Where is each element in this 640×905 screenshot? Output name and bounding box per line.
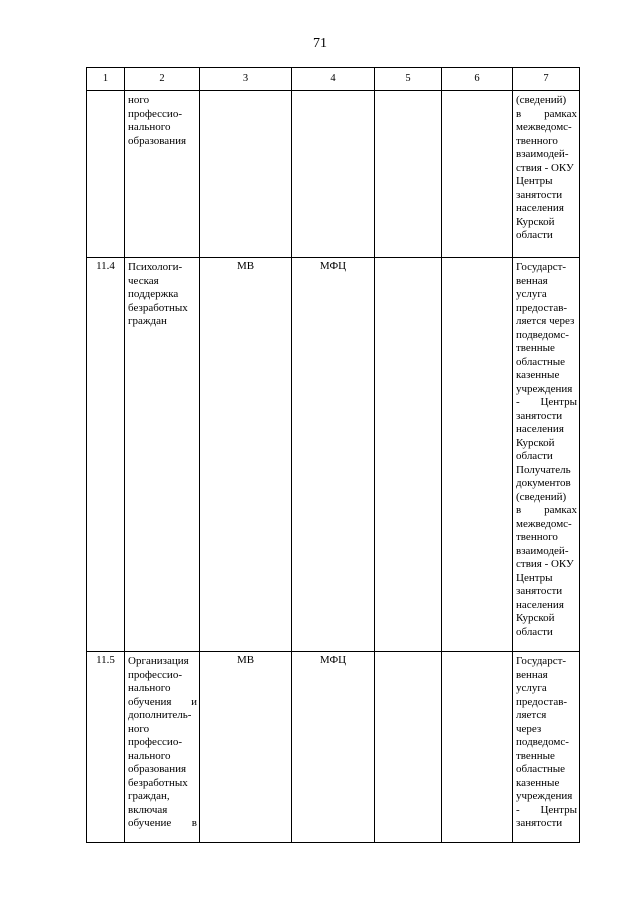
cell-line: ческая	[128, 274, 159, 287]
cell-line: Курской	[516, 215, 555, 228]
header-cell: 4	[292, 68, 375, 91]
column-6-cell	[442, 652, 513, 843]
cell-line: поддержка	[128, 288, 179, 300]
cell-line: (сведений)	[516, 94, 567, 106]
services-table	[86, 67, 580, 843]
cell-line: Государст-	[516, 261, 567, 273]
column-4-cell	[292, 91, 375, 258]
cell-line: нального	[128, 749, 171, 762]
cell-line: области	[516, 450, 553, 462]
cell-line: Психологи-	[128, 261, 183, 273]
cell-line: твенные	[516, 749, 555, 762]
cell-line: подведомс-	[516, 328, 569, 341]
cell-line: профессио-	[128, 668, 182, 681]
header-cell: 3	[200, 68, 292, 91]
cell-line: Курской	[516, 436, 555, 449]
cell-line: профессио-	[128, 736, 182, 748]
cell-line: областные	[516, 763, 566, 775]
cell-line: ствия - ОКУ	[516, 161, 574, 174]
cell-line: области	[516, 229, 553, 241]
cell-line: обучение в	[128, 817, 197, 829]
note-cell	[513, 91, 580, 258]
cell-line: твенного	[516, 134, 558, 147]
cell-line: венная	[516, 274, 548, 287]
cell-line: занятости	[516, 188, 563, 201]
note-cell	[513, 258, 580, 652]
cell-line: ляется через	[516, 315, 575, 327]
cell-line: занятости	[516, 409, 563, 422]
cell-line: (сведений)	[516, 490, 567, 503]
cell-line: твенные	[516, 342, 555, 354]
cell-line: взаимодей-	[516, 544, 569, 557]
service-name-cell	[125, 652, 200, 843]
cell-line: предостав-	[516, 695, 568, 708]
row-number: 11.4	[87, 258, 125, 652]
cell-line: взаимодей-	[516, 148, 569, 160]
cell-line: Центры	[516, 571, 553, 584]
column-3-cell	[200, 91, 292, 258]
cell-line: дополнитель-	[128, 709, 192, 721]
cell-line: областные	[516, 355, 566, 368]
cell-line: предостав-	[516, 301, 568, 314]
column-4-cell: МФЦ	[292, 652, 375, 843]
cell-line: в рамках	[516, 504, 577, 516]
cell-line: Получатель	[516, 463, 571, 476]
cell-line: нального	[128, 682, 171, 694]
cell-line: услуга	[516, 682, 547, 694]
cell-line: населения	[516, 423, 564, 435]
cell-line: в рамках	[516, 107, 577, 120]
header-cell: 5	[375, 68, 442, 91]
cell-line: - Центры	[516, 396, 577, 408]
cell-line: занятости	[516, 817, 563, 829]
cell-line: венная	[516, 668, 548, 681]
cell-line: казенные	[516, 369, 560, 381]
cell-line: профессио-	[128, 107, 182, 120]
cell-line: ствия - ОКУ	[516, 558, 574, 570]
cell-line: межведомс-	[516, 517, 572, 530]
cell-line: включая	[128, 803, 168, 816]
cell-line: учреждения	[516, 382, 573, 395]
cell-line: граждан	[128, 315, 167, 327]
column-4-cell: МФЦ	[292, 258, 375, 652]
column-3-cell: МВ	[200, 258, 292, 652]
cell-line: безработных	[128, 776, 188, 789]
column-3-cell: МВ	[200, 652, 292, 843]
cell-line: Центры	[516, 175, 553, 187]
page-number: 71	[313, 36, 327, 51]
table-row	[87, 258, 580, 652]
cell-line: документов	[516, 477, 571, 489]
cell-line: подведомс-	[516, 736, 569, 748]
service-name-cell	[125, 91, 200, 258]
cell-line: через	[516, 722, 542, 735]
row-number: 11.5	[87, 652, 125, 843]
cell-line: образования	[128, 134, 187, 147]
cell-line: граждан,	[128, 790, 170, 802]
cell-line: услуга	[516, 288, 547, 300]
cell-line: обучения и	[128, 695, 197, 708]
cell-line: образования	[128, 763, 187, 775]
column-6-cell	[442, 258, 513, 652]
header-cell: 7	[513, 68, 580, 91]
cell-line: Государст-	[516, 655, 567, 667]
column-5-cell	[375, 258, 442, 652]
cell-line: нального	[128, 121, 171, 133]
table-row	[87, 91, 580, 258]
note-cell	[513, 652, 580, 843]
cell-line: твенного	[516, 531, 558, 543]
column-5-cell	[375, 652, 442, 843]
cell-line: казенные	[516, 776, 560, 789]
cell-line: занятости	[516, 585, 563, 597]
cell-line: Курской	[516, 612, 555, 624]
column-5-cell	[375, 91, 442, 258]
cell-line: ного	[128, 94, 150, 106]
service-name-cell	[125, 258, 200, 652]
row-number	[87, 91, 125, 258]
cell-line: ляется	[516, 709, 547, 721]
cell-line: области	[516, 625, 553, 638]
header-cell: 1	[87, 68, 125, 91]
cell-line: Организация	[128, 655, 189, 667]
cell-line: учреждения	[516, 790, 573, 802]
cell-line: населения	[516, 598, 564, 611]
cell-line: населения	[516, 202, 564, 214]
table-header-row	[87, 68, 580, 91]
cell-line: ного	[128, 722, 150, 735]
header-cell: 6	[442, 68, 513, 91]
cell-line: - Центры	[516, 803, 577, 816]
column-6-cell	[442, 91, 513, 258]
cell-line: безработных	[128, 301, 188, 314]
table-row	[87, 652, 580, 843]
header-cell: 2	[125, 68, 200, 91]
cell-line: межведомс-	[516, 121, 572, 133]
